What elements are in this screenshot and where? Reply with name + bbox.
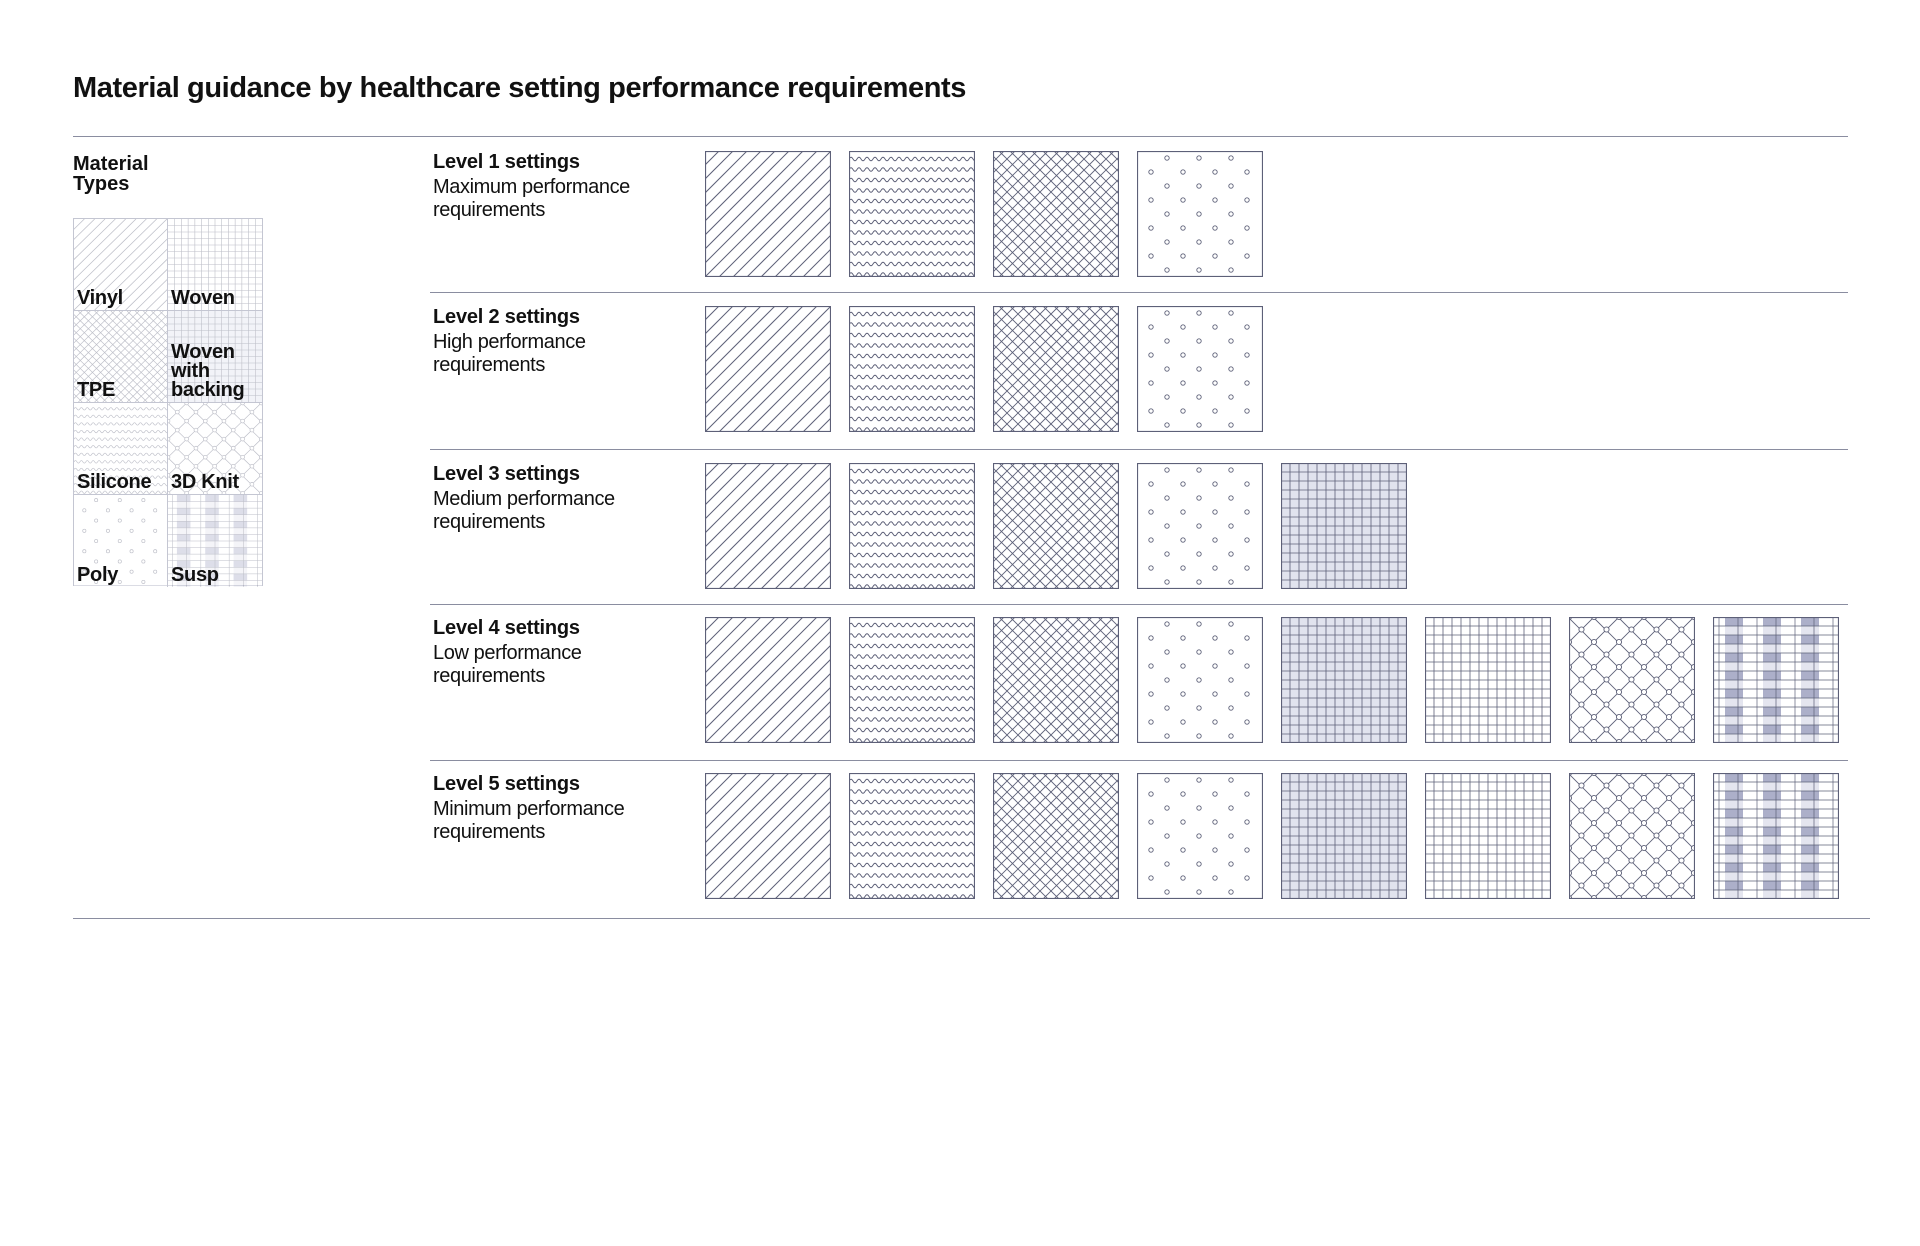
susp-pattern [1713, 773, 1839, 899]
legend-cell [74, 403, 168, 495]
page-title: Material guidance by healthcare setting performance requirements [73, 72, 967, 104]
legend-label: Susp [171, 564, 219, 586]
legend-label: Woven with backing [171, 341, 245, 401]
legend-label: Woven [171, 287, 235, 309]
material-swatch-crosshatch [993, 306, 1119, 432]
crosshatch-pattern [993, 773, 1119, 899]
level-description: Medium performance requirements [433, 488, 615, 533]
material-swatch-wave [849, 151, 975, 277]
legend-cell [74, 495, 168, 587]
grid-fine-pattern [1425, 617, 1551, 743]
material-swatch-wave [849, 306, 975, 432]
material-swatch-grid-fine [1425, 617, 1551, 743]
material-swatch-crosshatch [993, 773, 1119, 899]
crosshatch-pattern [993, 617, 1119, 743]
wave-pattern [849, 617, 975, 743]
material-swatch-grid-filled [1281, 463, 1407, 589]
level-description: Maximum performance requirements [433, 176, 630, 221]
bottom-divider [73, 918, 1870, 919]
level-divider [430, 760, 1848, 761]
crosshatch-pattern [993, 463, 1119, 589]
diagonal-pattern [705, 463, 831, 589]
level-name: Level 2 settings [433, 306, 580, 328]
material-swatch-diagonal [705, 463, 831, 589]
legend-cell [74, 311, 168, 403]
level-description: High performance requirements [433, 331, 586, 376]
material-swatch-dots [1137, 151, 1263, 277]
legend-label: 3D Knit [171, 471, 239, 493]
material-swatch-dots [1137, 463, 1263, 589]
legend-label: Poly [77, 564, 119, 586]
legend-label: Vinyl [77, 287, 123, 309]
level-divider [430, 292, 1848, 293]
material-swatch-dots [1137, 617, 1263, 743]
material-swatch-grid-fine [1425, 773, 1551, 899]
wave-pattern [849, 463, 975, 589]
grid-filled-pattern [1281, 773, 1407, 899]
legend-cell [168, 219, 262, 311]
material-swatch-wave [849, 617, 975, 743]
material-swatch-diagonal [705, 151, 831, 277]
material-swatch-grid-filled [1281, 773, 1407, 899]
level-name: Level 4 settings [433, 617, 580, 639]
knit-pattern [1569, 773, 1695, 899]
material-swatch-knit [1569, 773, 1695, 899]
diagonal-pattern [705, 617, 831, 743]
material-swatch-grid-filled [1281, 617, 1407, 743]
material-swatch-crosshatch [993, 151, 1119, 277]
legend-grid [73, 218, 263, 586]
material-swatch-dots [1137, 306, 1263, 432]
level-divider [430, 604, 1848, 605]
legend-label: Silicone [77, 471, 152, 493]
material-swatch-crosshatch [993, 463, 1119, 589]
legend-cell [168, 495, 262, 587]
dots-pattern [1137, 463, 1263, 589]
level-name: Level 5 settings [433, 773, 580, 795]
susp-pattern [1713, 617, 1839, 743]
crosshatch-pattern [993, 151, 1119, 277]
level-description: Minimum performance requirements [433, 798, 625, 843]
legend-cell [74, 219, 168, 311]
diagonal-pattern [705, 151, 831, 277]
material-swatch-wave [849, 773, 975, 899]
knit-pattern [1569, 617, 1695, 743]
material-swatch-diagonal [705, 617, 831, 743]
material-swatch-knit [1569, 617, 1695, 743]
legend-heading: Material Types [73, 153, 149, 195]
material-swatch-susp [1713, 617, 1839, 743]
material-swatch-crosshatch [993, 617, 1119, 743]
diagonal-pattern [705, 773, 831, 899]
dots-pattern [1137, 617, 1263, 743]
material-swatch-wave [849, 463, 975, 589]
grid-filled-pattern [1281, 617, 1407, 743]
legend-cell [168, 403, 262, 495]
level-name: Level 1 settings [433, 151, 580, 173]
diagonal-pattern [705, 306, 831, 432]
grid-filled-pattern [1281, 463, 1407, 589]
crosshatch-pattern [993, 306, 1119, 432]
material-swatch-susp [1713, 773, 1839, 899]
wave-pattern [849, 151, 975, 277]
legend-label: TPE [77, 379, 115, 401]
legend-cell [168, 311, 262, 403]
top-divider [73, 136, 1848, 137]
wave-pattern [849, 306, 975, 432]
grid-fine-pattern [1425, 773, 1551, 899]
wave-pattern [849, 773, 975, 899]
material-swatch-dots [1137, 773, 1263, 899]
dots-pattern [1137, 773, 1263, 899]
level-description: Low performance requirements [433, 642, 582, 687]
level-divider [430, 449, 1848, 450]
level-name: Level 3 settings [433, 463, 580, 485]
dots-pattern [1137, 151, 1263, 277]
material-swatch-diagonal [705, 306, 831, 432]
dots-pattern [1137, 306, 1263, 432]
material-swatch-diagonal [705, 773, 831, 899]
